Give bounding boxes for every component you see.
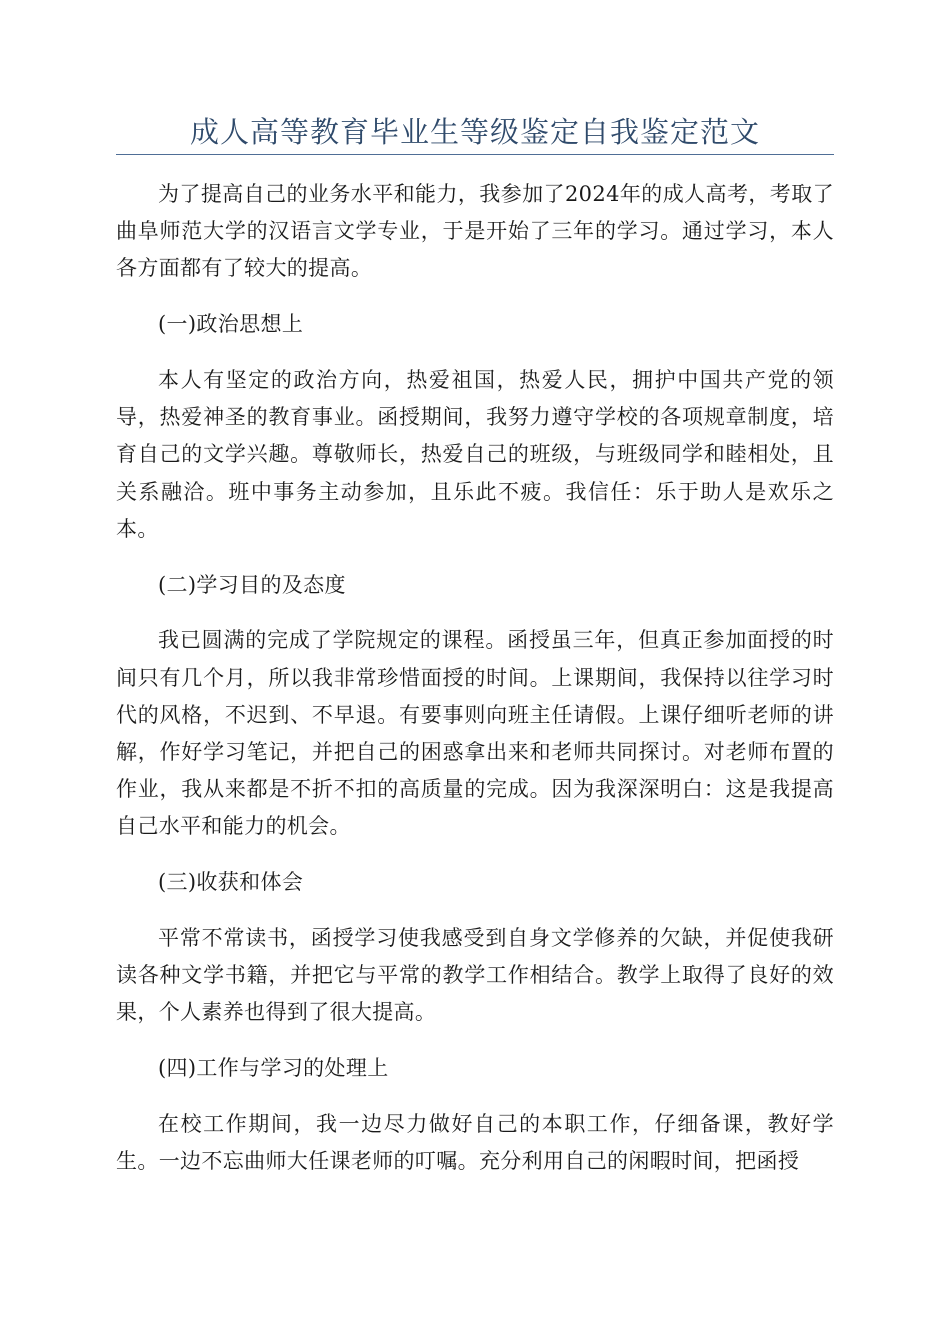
intro-paragraph: 为了提高自己的业务水平和能力，我参加了2024年的成人高考，考取了曲阜师范大学的汉语言文学专业，于是开始了三年的学习。通过学习，本人各方面都有了较大的提高。 (116, 182, 834, 281)
document-body (116, 176, 834, 1180)
section-heading-work-study: (四)工作与学习的处理上 (158, 1056, 389, 1081)
gains-paragraph: 平常不常读书，函授学习使我感受到自身文学修养的欠缺，并促使我研读各种文学书籍，并把它与平常的教学工作相结合。教学上取得了良好的效果，个人素养也得到了很大提高。 (116, 926, 834, 1025)
section-heading-study-attitude: (二)学习目的及态度 (158, 572, 346, 597)
politics-paragraph: 本人有坚定的政治方向，热爱祖国，热爱人民，拥护中国共产党的领导，热爱神圣的教育事业。函授期间，我努力遵守学校的各项规章制度，培育自己的文学兴趣。尊敬师长，热爱自己的班级，与班级同学和睦相处，且关系融洽。班中事务主动参加，且乐此不疲。我信任：乐于助人是欢乐之本。 (116, 368, 834, 541)
work-study-paragraph: 在校工作期间，我一边尽力做好自己的本职工作，仔细备课，教好学生。一边不忘曲师大任课老师的叮嘱。充分利用自己的闲暇时间，把函授 (116, 1112, 834, 1174)
section-heading-politics: (一)政治思想上 (158, 312, 304, 337)
document-title: 成人高等教育毕业生等级鉴定自我鉴定范文 (189, 115, 760, 149)
section-heading-gains: (三)收获和体会 (158, 870, 304, 895)
study-attitude-paragraph: 我已圆满的完成了学院规定的课程。函授虽三年，但真正参加面授的时间只有几个月，所以我非常珍惜面授的时间。上课期间，我保持以往学习时代的风格，不迟到、不早退。有要事则向班主任请假。上课仔细听老师的讲解，作好学习笔记，并把自己的困惑拿出来和老师共同探讨。对老师布置的作业，我从来都是不折不扣的高质量的完成。因为我深深明白：这是我提高自己水平和能力的机会。 (116, 628, 834, 839)
title-underline (116, 154, 834, 155)
